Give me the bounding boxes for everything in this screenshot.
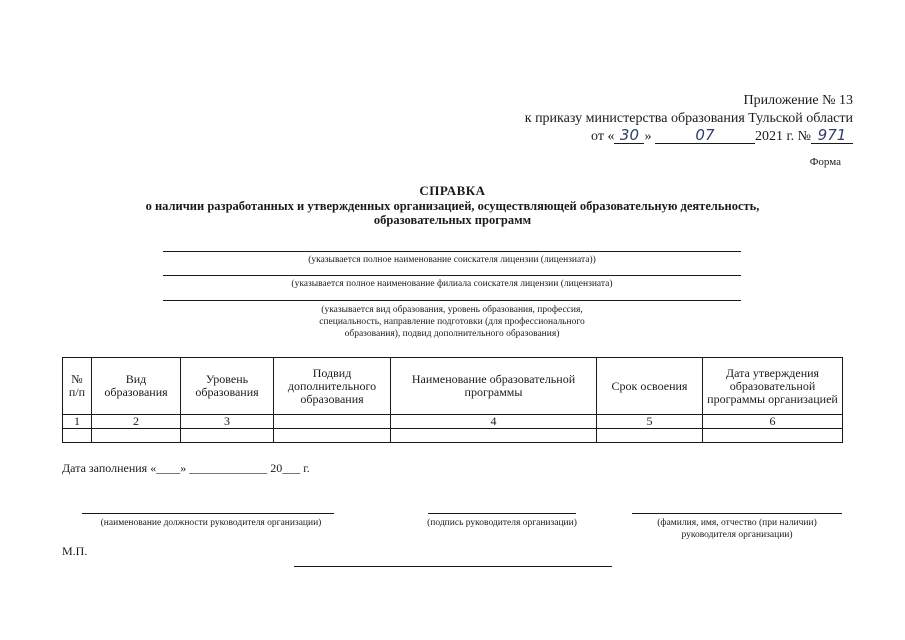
- column-number-cell: 1: [63, 415, 92, 429]
- fill-date-year-suffix: г.: [300, 461, 310, 475]
- header-cell-duration: Срок освоения: [597, 358, 703, 415]
- table-column-number-row: [63, 415, 843, 429]
- table-cell: [181, 429, 274, 443]
- branch-name-line: [163, 275, 741, 276]
- date-month-handwritten: 07: [655, 128, 755, 144]
- column-number-cell: 2: [92, 415, 181, 429]
- full-name-caption-1: (фамилия, имя, отчество (при наличии): [657, 518, 817, 528]
- table-cell: [597, 429, 703, 443]
- education-kind-caption-2: специальность, направление подготовки (для профессионального: [319, 317, 585, 327]
- position-caption: (наименование должности руководителя организации): [100, 518, 322, 528]
- header-cell-program-name: Наименование образовательной программы: [391, 358, 597, 415]
- fill-date-year-blank: ___: [282, 461, 301, 475]
- stamp-placeholder: М.П.: [62, 544, 88, 558]
- header-cell-education-level: Уровень образования: [181, 358, 274, 415]
- column-number-cell: 3: [181, 415, 274, 429]
- order-reference: к приказу министерства образования Тульской области: [524, 111, 853, 126]
- bottom-rule: [294, 566, 612, 567]
- table-cell: [391, 429, 597, 443]
- table-cell: [703, 429, 843, 443]
- header-cell-education-kind: Вид образования: [92, 358, 181, 415]
- document-subtitle-line1: о наличии разработанных и утвержденных организацией, осуществляющей образовательную деятельность,: [145, 199, 760, 213]
- full-name-line: [632, 513, 842, 514]
- fill-date-year-prefix: 20: [270, 461, 283, 475]
- fill-date-close-quote: »: [180, 461, 187, 475]
- programs-table: [62, 357, 843, 443]
- order-date-line: [591, 128, 853, 146]
- column-number-cell: [274, 415, 391, 429]
- fill-date-line: [62, 461, 310, 476]
- education-kind-caption-1: (указывается вид образования, уровень образования, профессия,: [321, 305, 583, 315]
- signature-caption: (подпись руководителя организации): [427, 518, 577, 528]
- signature-line: [428, 513, 576, 514]
- date-day-handwritten: 30: [614, 128, 644, 144]
- education-kind-line: [163, 300, 741, 301]
- column-number-cell: 6: [703, 415, 843, 429]
- applicant-caption: (указывается полное наименование соискателя лицензии (лицензиата)): [308, 255, 596, 265]
- header-cell-approval-date: Дата утверждения образовательной программы организацией: [703, 358, 843, 415]
- date-prefix: от «: [591, 129, 615, 144]
- position-signature-line: [82, 513, 334, 514]
- date-close-quote: »: [644, 129, 652, 144]
- date-year: 2021 г. №: [754, 129, 811, 144]
- fill-date-label: Дата заполнения «: [62, 461, 157, 475]
- full-name-caption-2: руководителя организации): [681, 530, 793, 540]
- fill-date-day-blank: ____: [156, 461, 181, 475]
- table-cell: [92, 429, 181, 443]
- table-row: [63, 429, 843, 443]
- applicant-name-line: [163, 251, 741, 252]
- header-cell-number: № п/п: [63, 358, 92, 415]
- table-cell: [274, 429, 391, 443]
- branch-caption: (указывается полное наименование филиала соискателя лицензии (лицензиата): [291, 279, 613, 289]
- column-number-cell: 4: [391, 415, 597, 429]
- header-cell-subtype: Подвид дополнительного образования: [274, 358, 391, 415]
- appendix-number: Приложение № 13: [743, 93, 853, 108]
- order-number-handwritten: 971: [811, 128, 853, 144]
- document-title: СПРАВКА: [419, 183, 486, 198]
- document-subtitle-line2: образовательных программ: [373, 213, 532, 227]
- education-kind-caption-3: образования), подвид дополнительного образования): [344, 329, 560, 339]
- column-number-cell: 5: [597, 415, 703, 429]
- fill-date-month-blank: _____________: [189, 461, 268, 475]
- table-header-row: [63, 358, 843, 415]
- table-cell: [63, 429, 92, 443]
- form-label: Форма: [809, 156, 841, 168]
